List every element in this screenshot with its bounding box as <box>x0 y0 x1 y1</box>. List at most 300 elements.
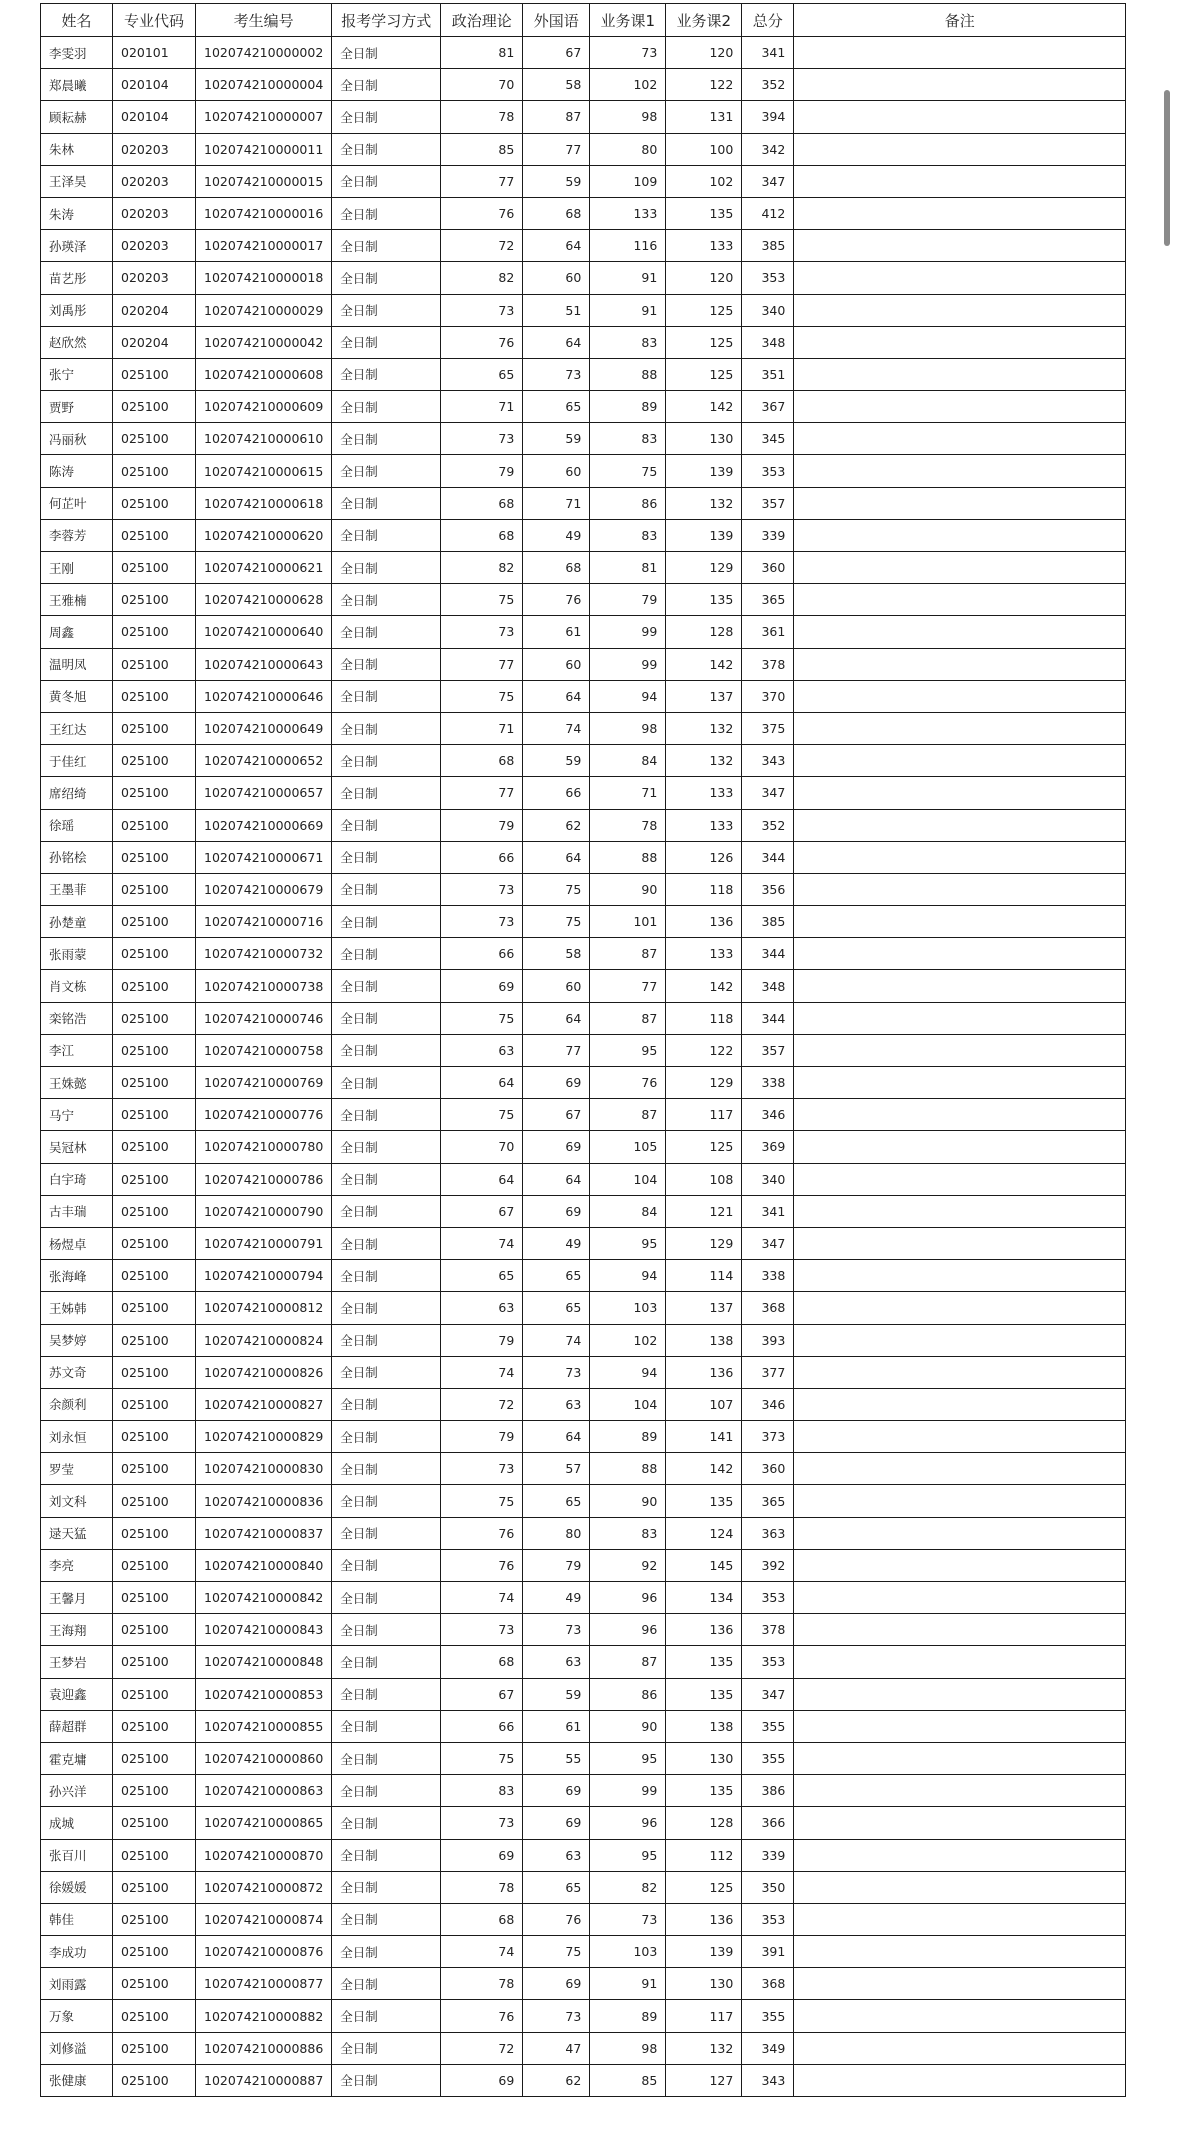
cell-subject-2: 130 <box>666 423 742 455</box>
cell-politics: 82 <box>441 262 523 294</box>
cell-remarks <box>794 519 1126 551</box>
table-row <box>41 1742 1126 1774</box>
table-row <box>41 262 1126 294</box>
cell-candidate-id: 102074210000848 <box>196 1646 332 1678</box>
cell-politics: 74 <box>441 1227 523 1259</box>
cell-foreign-language: 63 <box>523 1839 590 1871</box>
cell-candidate-id: 102074210000671 <box>196 841 332 873</box>
cell-subject-1: 105 <box>590 1131 666 1163</box>
cell-candidate-id: 102074210000652 <box>196 745 332 777</box>
cell-study-mode: 全日制 <box>332 938 441 970</box>
cell-study-mode: 全日制 <box>332 745 441 777</box>
cell-candidate-id: 102074210000824 <box>196 1324 332 1356</box>
cell-subject-1: 82 <box>590 1871 666 1903</box>
cell-candidate-id: 102074210000886 <box>196 2032 332 2064</box>
cell-subject-1: 99 <box>590 648 666 680</box>
table-row <box>41 1388 1126 1420</box>
cell-total: 366 <box>742 1807 794 1839</box>
cell-candidate-id: 102074210000628 <box>196 584 332 616</box>
cell-politics: 74 <box>441 1356 523 1388</box>
cell-study-mode: 全日制 <box>332 1292 441 1324</box>
cell-total: 363 <box>742 1517 794 1549</box>
cell-candidate-id: 102074210000776 <box>196 1099 332 1131</box>
cell-candidate-id: 102074210000042 <box>196 326 332 358</box>
header-subject-2: 业务课2 <box>666 4 742 37</box>
cell-remarks <box>794 1163 1126 1195</box>
cell-subject-1: 79 <box>590 584 666 616</box>
cell-study-mode: 全日制 <box>332 391 441 423</box>
cell-foreign-language: 68 <box>523 552 590 584</box>
cell-politics: 66 <box>441 841 523 873</box>
cell-total: 355 <box>742 1742 794 1774</box>
cell-name: 徐瑶 <box>41 809 113 841</box>
table-row <box>41 423 1126 455</box>
cell-candidate-id: 102074210000609 <box>196 391 332 423</box>
cell-remarks <box>794 1195 1126 1227</box>
cell-name: 李亮 <box>41 1549 113 1581</box>
cell-foreign-language: 60 <box>523 455 590 487</box>
cell-subject-2: 126 <box>666 841 742 873</box>
cell-major-code: 025100 <box>113 1485 196 1517</box>
cell-candidate-id: 102074210000758 <box>196 1034 332 1066</box>
table-row <box>41 1067 1126 1099</box>
cell-study-mode: 全日制 <box>332 1324 441 1356</box>
cell-remarks <box>794 1775 1126 1807</box>
cell-total: 338 <box>742 1067 794 1099</box>
cell-subject-1: 73 <box>590 1903 666 1935</box>
cell-major-code: 025100 <box>113 1582 196 1614</box>
cell-foreign-language: 75 <box>523 873 590 905</box>
cell-foreign-language: 69 <box>523 1807 590 1839</box>
cell-total: 378 <box>742 648 794 680</box>
cell-foreign-language: 65 <box>523 1292 590 1324</box>
cell-name: 刘永恒 <box>41 1421 113 1453</box>
cell-major-code: 025100 <box>113 2064 196 2096</box>
cell-subject-1: 99 <box>590 616 666 648</box>
cell-politics: 76 <box>441 2000 523 2032</box>
cell-subject-2: 132 <box>666 2032 742 2064</box>
cell-subject-1: 109 <box>590 165 666 197</box>
cell-candidate-id: 102074210000827 <box>196 1388 332 1420</box>
cell-politics: 68 <box>441 745 523 777</box>
cell-name: 苏文奇 <box>41 1356 113 1388</box>
cell-study-mode: 全日制 <box>332 1421 441 1453</box>
cell-candidate-id: 102074210000640 <box>196 616 332 648</box>
cell-study-mode: 全日制 <box>332 2000 441 2032</box>
cell-study-mode: 全日制 <box>332 423 441 455</box>
cell-subject-2: 136 <box>666 1614 742 1646</box>
cell-name: 刘雨露 <box>41 1968 113 2000</box>
cell-name: 王姊韩 <box>41 1292 113 1324</box>
cell-subject-2: 131 <box>666 101 742 133</box>
cell-subject-2: 136 <box>666 906 742 938</box>
cell-politics: 68 <box>441 1903 523 1935</box>
cell-politics: 76 <box>441 326 523 358</box>
cell-subject-2: 145 <box>666 1549 742 1581</box>
cell-subject-2: 139 <box>666 455 742 487</box>
cell-total: 377 <box>742 1356 794 1388</box>
cell-politics: 73 <box>441 1614 523 1646</box>
cell-subject-1: 85 <box>590 2064 666 2096</box>
cell-foreign-language: 59 <box>523 165 590 197</box>
cell-major-code: 025100 <box>113 391 196 423</box>
cell-major-code: 025100 <box>113 1034 196 1066</box>
table-row <box>41 1292 1126 1324</box>
cell-total: 346 <box>742 1099 794 1131</box>
cell-major-code: 025100 <box>113 1517 196 1549</box>
cell-name: 于佳红 <box>41 745 113 777</box>
cell-major-code: 025100 <box>113 745 196 777</box>
cell-name: 贾野 <box>41 391 113 423</box>
cell-study-mode: 全日制 <box>332 165 441 197</box>
cell-major-code: 025100 <box>113 1614 196 1646</box>
cell-politics: 73 <box>441 1453 523 1485</box>
cell-foreign-language: 71 <box>523 487 590 519</box>
cell-name: 黄冬旭 <box>41 680 113 712</box>
cell-study-mode: 全日制 <box>332 519 441 551</box>
cell-remarks <box>794 680 1126 712</box>
cell-politics: 65 <box>441 1260 523 1292</box>
cell-candidate-id: 102074210000863 <box>196 1775 332 1807</box>
cell-candidate-id: 102074210000746 <box>196 1002 332 1034</box>
cell-subject-2: 133 <box>666 809 742 841</box>
cell-total: 392 <box>742 1549 794 1581</box>
cell-foreign-language: 49 <box>523 1582 590 1614</box>
cell-study-mode: 全日制 <box>332 841 441 873</box>
cell-politics: 73 <box>441 616 523 648</box>
score-table <box>40 3 1126 2097</box>
cell-name: 张宁 <box>41 358 113 390</box>
cell-politics: 77 <box>441 165 523 197</box>
cell-study-mode: 全日制 <box>332 37 441 69</box>
cell-subject-1: 90 <box>590 873 666 905</box>
cell-subject-2: 139 <box>666 1936 742 1968</box>
cell-study-mode: 全日制 <box>332 552 441 584</box>
cell-study-mode: 全日制 <box>332 358 441 390</box>
table-row <box>41 1099 1126 1131</box>
cell-remarks <box>794 1067 1126 1099</box>
cell-politics: 73 <box>441 294 523 326</box>
table-row <box>41 745 1126 777</box>
cell-subject-2: 127 <box>666 2064 742 2096</box>
cell-politics: 75 <box>441 1099 523 1131</box>
table-row <box>41 1195 1126 1227</box>
cell-remarks <box>794 294 1126 326</box>
cell-foreign-language: 64 <box>523 326 590 358</box>
cell-foreign-language: 77 <box>523 133 590 165</box>
cell-study-mode: 全日制 <box>332 1067 441 1099</box>
cell-subject-1: 89 <box>590 1421 666 1453</box>
cell-subject-1: 96 <box>590 1582 666 1614</box>
cell-remarks <box>794 1034 1126 1066</box>
cell-remarks <box>794 712 1126 744</box>
cell-subject-1: 86 <box>590 487 666 519</box>
cell-total: 386 <box>742 1775 794 1807</box>
cell-name: 顾耘赫 <box>41 101 113 133</box>
cell-foreign-language: 79 <box>523 1549 590 1581</box>
cell-candidate-id: 102074210000860 <box>196 1742 332 1774</box>
table-row <box>41 809 1126 841</box>
cell-subject-1: 87 <box>590 938 666 970</box>
header-candidate-id: 考生编号 <box>196 4 332 37</box>
cell-foreign-language: 64 <box>523 1002 590 1034</box>
cell-candidate-id: 102074210000842 <box>196 1582 332 1614</box>
cell-name: 陈涛 <box>41 455 113 487</box>
cell-total: 368 <box>742 1968 794 2000</box>
cell-remarks <box>794 1002 1126 1034</box>
cell-total: 375 <box>742 712 794 744</box>
header-name: 姓名 <box>41 4 113 37</box>
cell-subject-2: 117 <box>666 1099 742 1131</box>
cell-name: 席绍绮 <box>41 777 113 809</box>
cell-politics: 66 <box>441 938 523 970</box>
cell-total: 339 <box>742 1839 794 1871</box>
table-row <box>41 1549 1126 1581</box>
cell-total: 393 <box>742 1324 794 1356</box>
cell-major-code: 025100 <box>113 648 196 680</box>
cell-remarks <box>794 970 1126 1002</box>
cell-candidate-id: 102074210000840 <box>196 1549 332 1581</box>
cell-name: 罗莹 <box>41 1453 113 1485</box>
table-row <box>41 1936 1126 1968</box>
cell-total: 385 <box>742 906 794 938</box>
cell-study-mode: 全日制 <box>332 487 441 519</box>
cell-major-code: 025100 <box>113 712 196 744</box>
cell-major-code: 025100 <box>113 1227 196 1259</box>
cell-total: 365 <box>742 1485 794 1517</box>
header-total: 总分 <box>742 4 794 37</box>
table-row <box>41 680 1126 712</box>
cell-subject-2: 132 <box>666 745 742 777</box>
cell-subject-2: 114 <box>666 1260 742 1292</box>
table-row <box>41 1517 1126 1549</box>
cell-name: 吴冠林 <box>41 1131 113 1163</box>
cell-foreign-language: 69 <box>523 1968 590 2000</box>
cell-foreign-language: 58 <box>523 69 590 101</box>
cell-politics: 75 <box>441 1002 523 1034</box>
cell-politics: 79 <box>441 1421 523 1453</box>
cell-candidate-id: 102074210000732 <box>196 938 332 970</box>
cell-major-code: 025100 <box>113 1163 196 1195</box>
cell-name: 王梦岩 <box>41 1646 113 1678</box>
cell-candidate-id: 102074210000874 <box>196 1903 332 1935</box>
cell-study-mode: 全日制 <box>332 1163 441 1195</box>
cell-candidate-id: 102074210000615 <box>196 455 332 487</box>
cell-total: 352 <box>742 809 794 841</box>
cell-politics: 70 <box>441 69 523 101</box>
cell-study-mode: 全日制 <box>332 584 441 616</box>
cell-subject-1: 96 <box>590 1807 666 1839</box>
cell-foreign-language: 65 <box>523 1871 590 1903</box>
cell-foreign-language: 60 <box>523 262 590 294</box>
table-row <box>41 712 1126 744</box>
cell-subject-1: 87 <box>590 1646 666 1678</box>
cell-foreign-language: 75 <box>523 1936 590 1968</box>
cell-remarks <box>794 1646 1126 1678</box>
cell-politics: 67 <box>441 1678 523 1710</box>
cell-subject-1: 89 <box>590 2000 666 2032</box>
cell-subject-2: 135 <box>666 1485 742 1517</box>
cell-subject-1: 103 <box>590 1292 666 1324</box>
cell-study-mode: 全日制 <box>332 1002 441 1034</box>
cell-study-mode: 全日制 <box>332 809 441 841</box>
table-row <box>41 938 1126 970</box>
table-row <box>41 1453 1126 1485</box>
cell-study-mode: 全日制 <box>332 455 441 487</box>
table-row <box>41 1710 1126 1742</box>
cell-major-code: 025100 <box>113 519 196 551</box>
cell-subject-2: 137 <box>666 1292 742 1324</box>
cell-remarks <box>794 2000 1126 2032</box>
cell-candidate-id: 102074210000679 <box>196 873 332 905</box>
cell-study-mode: 全日制 <box>332 1903 441 1935</box>
cell-major-code: 025100 <box>113 1356 196 1388</box>
cell-subject-1: 96 <box>590 1614 666 1646</box>
cell-politics: 69 <box>441 1839 523 1871</box>
table-row <box>41 326 1126 358</box>
cell-total: 356 <box>742 873 794 905</box>
cell-politics: 70 <box>441 1131 523 1163</box>
cell-remarks <box>794 1324 1126 1356</box>
cell-subject-1: 75 <box>590 455 666 487</box>
table-row <box>41 2064 1126 2096</box>
cell-politics: 73 <box>441 873 523 905</box>
cell-foreign-language: 65 <box>523 1260 590 1292</box>
cell-politics: 79 <box>441 809 523 841</box>
cell-remarks <box>794 1453 1126 1485</box>
cell-remarks <box>794 1582 1126 1614</box>
table-row <box>41 1227 1126 1259</box>
cell-study-mode: 全日制 <box>332 1099 441 1131</box>
cell-subject-2: 134 <box>666 1582 742 1614</box>
cell-total: 373 <box>742 1421 794 1453</box>
cell-subject-2: 133 <box>666 230 742 262</box>
cell-subject-1: 99 <box>590 1775 666 1807</box>
cell-total: 360 <box>742 552 794 584</box>
cell-remarks <box>794 1968 1126 2000</box>
cell-subject-1: 95 <box>590 1227 666 1259</box>
cell-foreign-language: 75 <box>523 906 590 938</box>
cell-major-code: 025100 <box>113 1421 196 1453</box>
cell-candidate-id: 102074210000887 <box>196 2064 332 2096</box>
cell-name: 赵欣然 <box>41 326 113 358</box>
cell-candidate-id: 102074210000786 <box>196 1163 332 1195</box>
table-row <box>41 1324 1126 1356</box>
cell-subject-2: 136 <box>666 1356 742 1388</box>
cell-candidate-id: 102074210000669 <box>196 809 332 841</box>
cell-total: 343 <box>742 745 794 777</box>
cell-politics: 79 <box>441 455 523 487</box>
cell-total: 339 <box>742 519 794 551</box>
cell-name: 古丰瑞 <box>41 1195 113 1227</box>
cell-total: 350 <box>742 1871 794 1903</box>
cell-subject-2: 137 <box>666 680 742 712</box>
cell-major-code: 025100 <box>113 777 196 809</box>
cell-remarks <box>794 938 1126 970</box>
table-row <box>41 358 1126 390</box>
cell-foreign-language: 67 <box>523 1099 590 1131</box>
cell-study-mode: 全日制 <box>332 1646 441 1678</box>
cell-foreign-language: 76 <box>523 1903 590 1935</box>
cell-politics: 64 <box>441 1163 523 1195</box>
cell-major-code: 025100 <box>113 487 196 519</box>
cell-remarks <box>794 2032 1126 2064</box>
cell-total: 346 <box>742 1388 794 1420</box>
cell-remarks <box>794 1614 1126 1646</box>
cell-foreign-language: 76 <box>523 584 590 616</box>
cell-study-mode: 全日制 <box>332 1807 441 1839</box>
cell-foreign-language: 62 <box>523 2064 590 2096</box>
cell-study-mode: 全日制 <box>332 1710 441 1742</box>
cell-foreign-language: 74 <box>523 1324 590 1356</box>
cell-subject-2: 132 <box>666 712 742 744</box>
cell-politics: 74 <box>441 1936 523 1968</box>
scrollbar-thumb[interactable] <box>1164 90 1170 246</box>
cell-total: 347 <box>742 165 794 197</box>
cell-candidate-id: 102074210000876 <box>196 1936 332 1968</box>
table-row <box>41 1968 1126 2000</box>
cell-foreign-language: 69 <box>523 1775 590 1807</box>
cell-subject-1: 94 <box>590 1356 666 1388</box>
cell-foreign-language: 69 <box>523 1195 590 1227</box>
cell-major-code: 020203 <box>113 262 196 294</box>
cell-subject-2: 121 <box>666 1195 742 1227</box>
table-row <box>41 1131 1126 1163</box>
cell-subject-1: 104 <box>590 1388 666 1420</box>
cell-major-code: 025100 <box>113 1775 196 1807</box>
table-row <box>41 777 1126 809</box>
cell-subject-2: 129 <box>666 1227 742 1259</box>
cell-politics: 77 <box>441 648 523 680</box>
cell-candidate-id: 102074210000872 <box>196 1871 332 1903</box>
cell-candidate-id: 102074210000018 <box>196 262 332 294</box>
cell-study-mode: 全日制 <box>332 101 441 133</box>
cell-remarks <box>794 1485 1126 1517</box>
cell-total: 355 <box>742 2000 794 2032</box>
cell-subject-1: 90 <box>590 1485 666 1517</box>
cell-subject-2: 120 <box>666 262 742 294</box>
cell-foreign-language: 55 <box>523 1742 590 1774</box>
table-row <box>41 133 1126 165</box>
cell-foreign-language: 77 <box>523 1034 590 1066</box>
cell-foreign-language: 80 <box>523 1517 590 1549</box>
cell-foreign-language: 64 <box>523 1163 590 1195</box>
cell-major-code: 025100 <box>113 2032 196 2064</box>
cell-subject-2: 108 <box>666 1163 742 1195</box>
cell-subject-2: 135 <box>666 1775 742 1807</box>
cell-major-code: 025100 <box>113 616 196 648</box>
cell-subject-1: 91 <box>590 294 666 326</box>
cell-study-mode: 全日制 <box>332 1485 441 1517</box>
cell-major-code: 025100 <box>113 1260 196 1292</box>
cell-study-mode: 全日制 <box>332 69 441 101</box>
cell-remarks <box>794 1292 1126 1324</box>
table-row <box>41 487 1126 519</box>
cell-study-mode: 全日制 <box>332 906 441 938</box>
table-row <box>41 1421 1126 1453</box>
cell-total: 353 <box>742 1646 794 1678</box>
table-row <box>41 101 1126 133</box>
cell-candidate-id: 102074210000004 <box>196 69 332 101</box>
cell-remarks <box>794 1742 1126 1774</box>
cell-foreign-language: 73 <box>523 2000 590 2032</box>
cell-study-mode: 全日制 <box>332 294 441 326</box>
cell-total: 370 <box>742 680 794 712</box>
cell-study-mode: 全日制 <box>332 777 441 809</box>
cell-politics: 79 <box>441 1324 523 1356</box>
cell-candidate-id: 102074210000830 <box>196 1453 332 1485</box>
cell-candidate-id: 102074210000790 <box>196 1195 332 1227</box>
